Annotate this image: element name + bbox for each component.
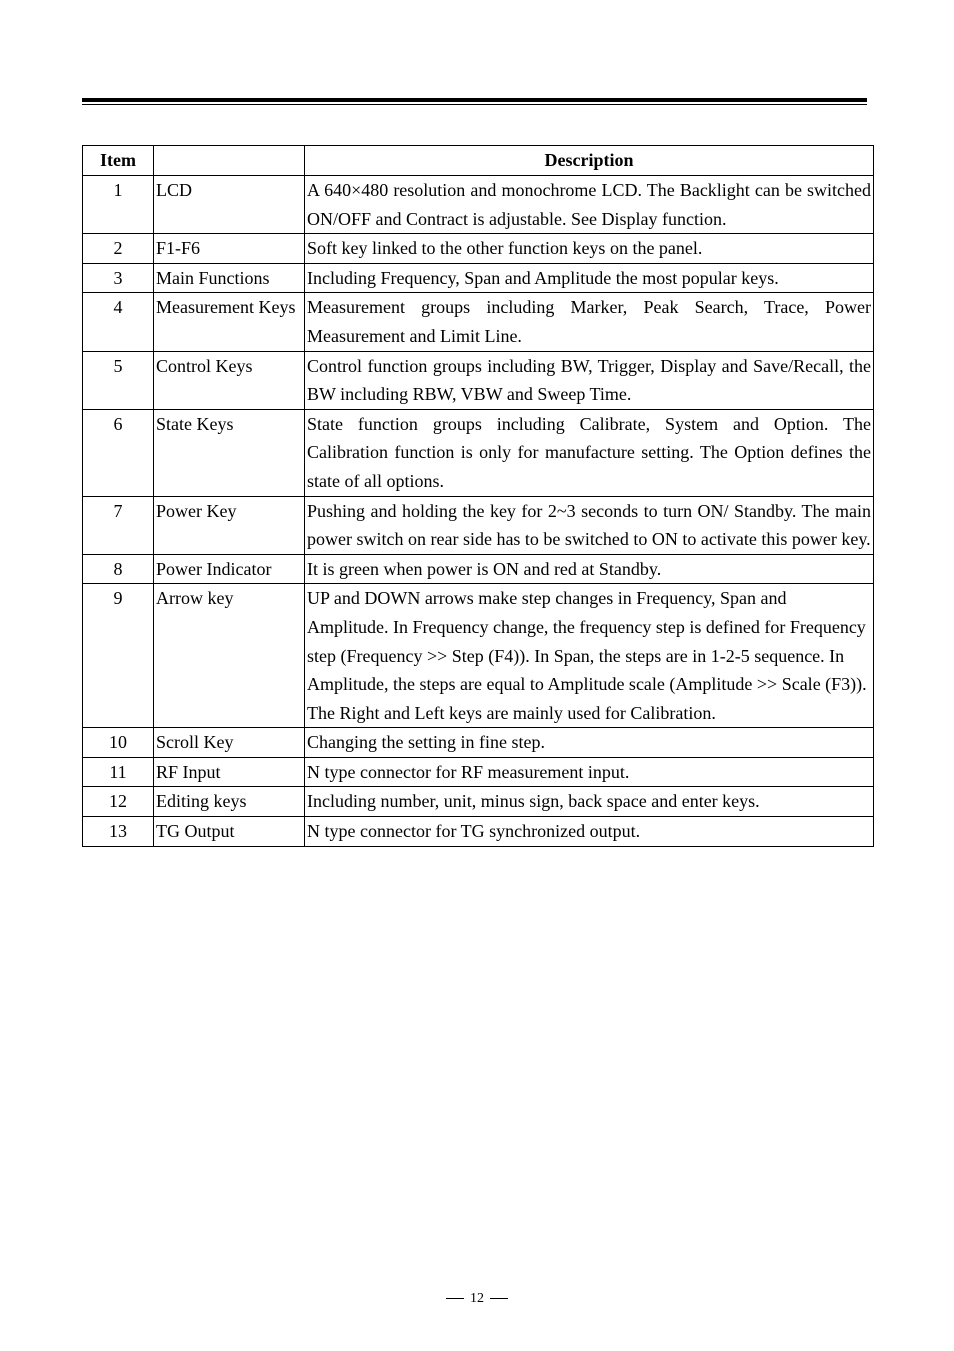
row-item-name: Arrow key <box>154 584 305 728</box>
row-item-description: Including Frequency, Span and Amplitude the most popular keys. <box>305 263 874 293</box>
page-footer <box>0 1291 954 1307</box>
row-item-description: Measurement groups including Marker, Peak Search, Trace, Power Measurement and Limit Line. <box>305 293 874 351</box>
row-item-number: 5 <box>83 351 154 409</box>
header-item: Item <box>83 146 154 176</box>
row-item-number: 9 <box>83 584 154 728</box>
table-row <box>83 293 874 351</box>
table-row <box>83 817 874 847</box>
header-description: Description <box>305 146 874 176</box>
row-item-description: Control function groups including BW, Trigger, Display and Save/Recall, the BW including RBW, VBW and Sweep Time. <box>305 351 874 409</box>
items-table <box>82 145 874 847</box>
footer-dash-left <box>446 1298 464 1299</box>
row-item-name: RF Input <box>154 757 305 787</box>
table-header-row <box>83 146 874 176</box>
row-item-description: Including number, unit, minus sign, back space and enter keys. <box>305 787 874 817</box>
row-item-description: State function groups including Calibrate, System and Option. The Calibration function is only for manufacture setting. The Option defines the state of all options. <box>305 409 874 496</box>
row-item-name: TG Output <box>154 817 305 847</box>
header-name <box>154 146 305 176</box>
row-item-name: Power Indicator <box>154 554 305 584</box>
row-item-name: State Keys <box>154 409 305 496</box>
row-item-name: Main Functions <box>154 263 305 293</box>
footer-dash-right <box>490 1298 508 1299</box>
row-item-name: Power Key <box>154 496 305 554</box>
table-row <box>83 409 874 496</box>
row-item-description: N type connector for TG synchronized output. <box>305 817 874 847</box>
row-item-number: 10 <box>83 728 154 758</box>
table-row <box>83 584 874 728</box>
row-item-description: A 640×480 resolution and monochrome LCD. The Backlight can be switched ON/OFF and Contract is adjustable. See Display function. <box>305 176 874 234</box>
row-item-number: 13 <box>83 817 154 847</box>
row-item-number: 1 <box>83 176 154 234</box>
row-item-number: 7 <box>83 496 154 554</box>
header-rule-thick <box>82 98 867 102</box>
table-row <box>83 351 874 409</box>
row-item-name: Scroll Key <box>154 728 305 758</box>
table-row <box>83 496 874 554</box>
row-item-number: 6 <box>83 409 154 496</box>
table-row <box>83 757 874 787</box>
row-item-description: It is green when power is ON and red at Standby. <box>305 554 874 584</box>
row-item-number: 3 <box>83 263 154 293</box>
table-row <box>83 234 874 264</box>
table-row <box>83 263 874 293</box>
row-item-number: 8 <box>83 554 154 584</box>
row-item-number: 12 <box>83 787 154 817</box>
row-item-name: F1-F6 <box>154 234 305 264</box>
table-row <box>83 176 874 234</box>
table-row <box>83 554 874 584</box>
row-item-number: 4 <box>83 293 154 351</box>
row-item-description: Changing the setting in fine step. <box>305 728 874 758</box>
header-rule-thin <box>82 104 867 105</box>
row-item-name: LCD <box>154 176 305 234</box>
page-number: 12 <box>470 1291 484 1306</box>
row-item-description: Pushing and holding the key for 2~3 seconds to turn ON/ Standby. The main power switch on rear side has to be switched to ON to activate this power key. <box>305 496 874 554</box>
row-item-description: N type connector for RF measurement input. <box>305 757 874 787</box>
row-item-name: Editing keys <box>154 787 305 817</box>
row-item-number: 11 <box>83 757 154 787</box>
table-row <box>83 728 874 758</box>
row-item-description: UP and DOWN arrows make step changes in Frequency, Span and Amplitude. In Frequency change, the frequency step is defined for Frequency step (Frequency >> Step (F4)). In Span, the steps are in 1-2-5 sequence. In Amplitude, the steps are equal to Amplitude scale (Amplitude >> Scale (F3)). The Right and Left keys are mainly used for Calibration. <box>305 584 874 728</box>
row-item-number: 2 <box>83 234 154 264</box>
row-item-name: Control Keys <box>154 351 305 409</box>
row-item-description: Soft key linked to the other function keys on the panel. <box>305 234 874 264</box>
header-rule <box>82 98 867 105</box>
row-item-name: Measurement Keys <box>154 293 305 351</box>
table-row <box>83 787 874 817</box>
